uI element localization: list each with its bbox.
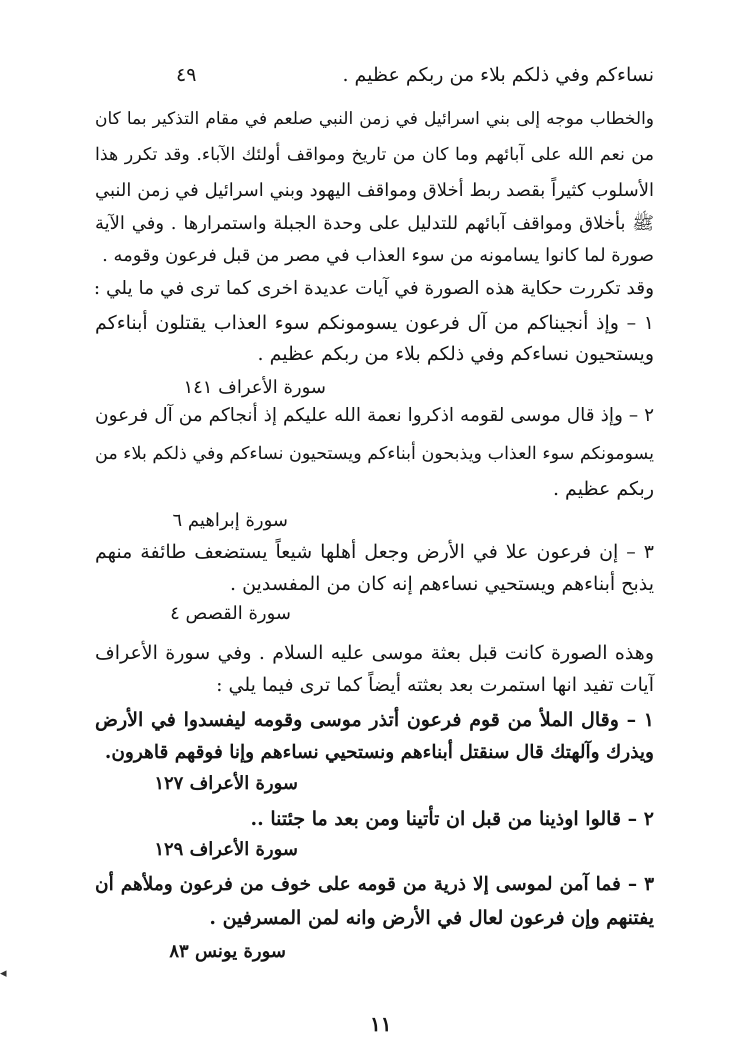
verse-line: ربكم عظيم . (552, 478, 654, 500)
verse-line: ٢ – وإذ قال موسى لقومه اذكروا نعمة الله عليكم إذ أنجاكم من آل فرعون (95, 405, 654, 426)
page-number: ١١ (370, 1012, 392, 1036)
surah-reference: سورة إبراهيم ٦ (172, 510, 288, 531)
paragraph-line: والخطاب موجه إلى بني اسرائيل في زمن النبي صلعم في مقام التذكير بما كان (95, 109, 655, 129)
paragraph-line: صورة لما كانوا يسامونه من سوء العذاب في مصر من قبل فرعون وقومه . (102, 245, 654, 266)
paragraph-line: وقد تكررت حكاية هذه الصورة في آيات عديدة اخرى كما ترى في ما يلي : (93, 278, 654, 299)
surah-reference: سورة يونس ٨٣ (169, 941, 286, 962)
scan-edge-mark: ◂ (0, 966, 7, 981)
verse-line: ١ – وقال الملأ من قوم فرعون أتذر موسى وقومه ليفسدوا في الأرض (95, 709, 654, 731)
surah-reference: سورة الأعراف ١٢٧ (154, 773, 298, 794)
paragraph-line: ﷺ بأخلاق ومواقف آبائهم للتدليل على وحدة الجبلة واستمرارها . وفي الآية (95, 213, 654, 234)
surah-reference: سورة الأعراف ١٢٩ (154, 839, 298, 860)
verse-line: يذبح أبناءهم ويستحيي نساءهم إنه كان من المفسدين . (230, 573, 654, 595)
paragraph-line: آيات تفيد انها استمرت بعد بعثته أيضاً كما ترى فيما يلي : (216, 674, 654, 696)
running-header-text: نساءكم وفي ذلكم بلاء من ربكم عظيم . (342, 64, 654, 86)
verse-line: يفتنهم وإن فرعون لعال في الأرض وانه لمن المسرفين . (209, 907, 654, 929)
surah-reference: سورة القصص ٤ (170, 603, 291, 624)
verse-line: ويستحيون نساءكم وفي ذلكم بلاء من ربكم عظيم . (257, 343, 654, 365)
paragraph-line: الأسلوب كثيراً بقصد ربط أخلاق ومواقف اليهود وبني اسرائيل في زمن النبي (95, 180, 654, 201)
running-header-verse-number: ٤٩ (176, 64, 197, 86)
verse-line: ١ – وإذ أنجيناكم من آل فرعون يسومونكم سوء العذاب يقتلون أبناءكم (95, 312, 654, 334)
paragraph-line: وهذه الصورة كانت قبل بعثة موسى عليه السلام . وفي سورة الأعراف (95, 642, 654, 664)
paragraph-line: من نعم الله على آبائهم وما كان من تاريخ ومواقف أولئك الآباء. وقد تكرر هذا (95, 145, 654, 165)
verse-line: ٣ – فما آمن لموسى إلا ذرية من قومه على خوف من فرعون وملأهم أن (95, 874, 654, 895)
verse-line: يسومونكم سوء العذاب ويذبحون أبناءكم ويستحيون نساءكم وفي ذلكم بلاء من (95, 444, 654, 464)
verse-line: ويذرك وآلهتك قال سنقتل أبناءهم ونستحيي نساءهم وإنا فوقهم قاهرون. (104, 742, 654, 763)
verse-line: ٣ – إن فرعون علا في الأرض وجعل أهلها شيعاً يستضعف طائفة منهم (95, 541, 654, 563)
surah-reference: سورة الأعراف ١٤١ (183, 377, 326, 398)
verse-line: ٢ – قالوا اوذينا من قبل ان تأتينا ومن بعد ما جئتنا .. (250, 808, 654, 830)
